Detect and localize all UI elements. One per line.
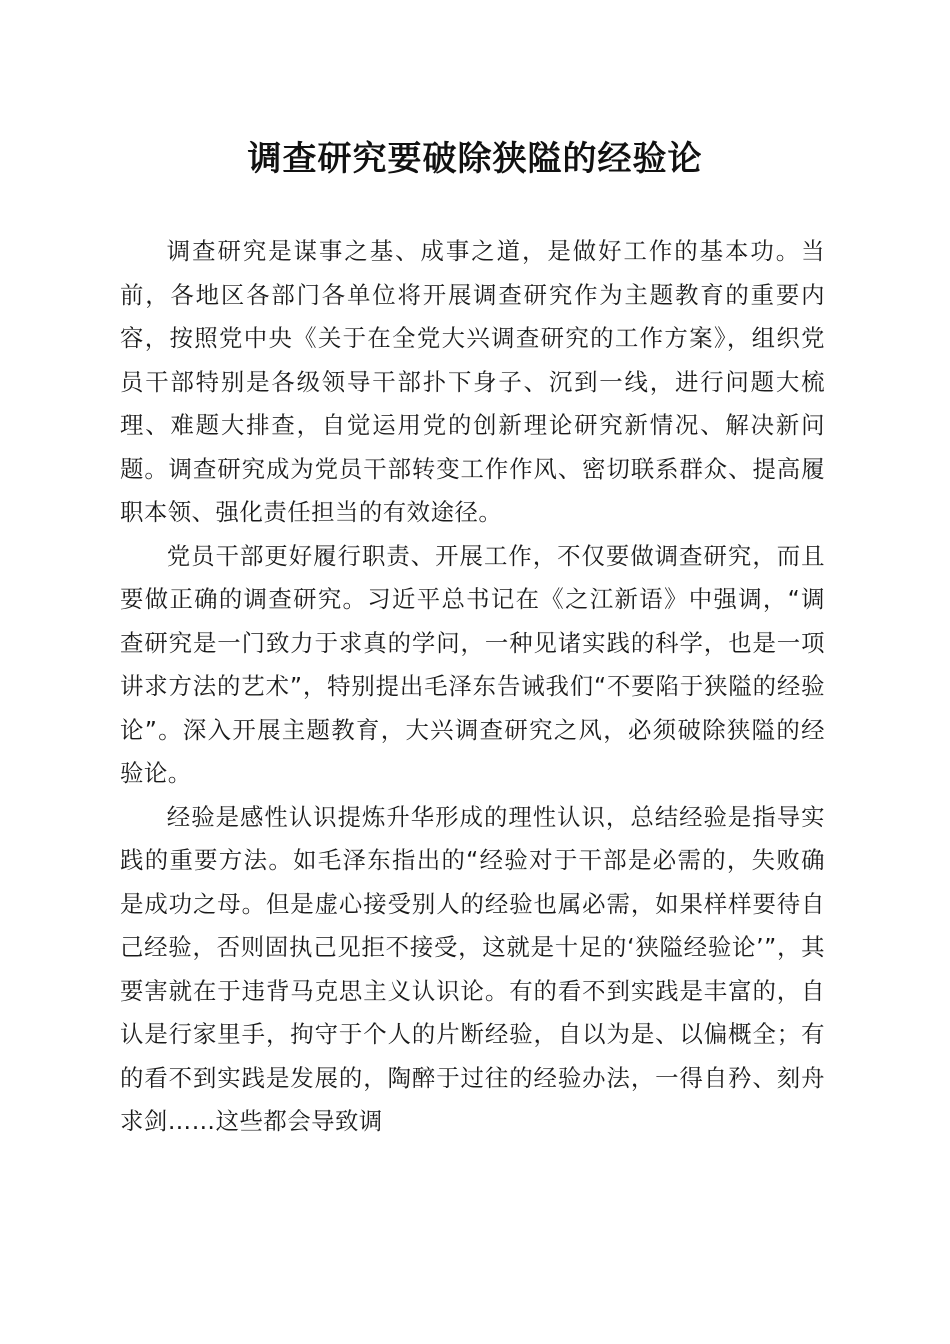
paragraph: 调查研究是谋事之基、成事之道，是做好工作的基本功。当前，各地区各部门各单位将开展调查研究作为主题教育的重要内容，按照党中央《关于在全党大兴调查研究的工作方案》，组织党员干部特别是各级领导干部扑下身子、沉到一线，进行问题大梳理、难题大排查，自觉运用党的创新理论研究新情况、解决新问题。调查研究成为党员干部转变工作作风、密切联系群众、提高履职本领、强化责任担当的有效途径。 [120,237,825,526]
paragraph: 党员干部更好履行职责、开展工作，不仅要做调查研究，而且要做正确的调查研究。习近平总书记在《之江新语》中强调，“调查研究是一门致力于求真的学问，一种见诸实践的科学，也是一项讲求方法的艺术”，特别提出毛泽东告诫我们“不要陷于狭隘的经验论”。深入开展主题教育，大兴调查研究之风，必须破除狭隘的经验论。 [120,541,825,787]
document-title: 调查研究要破除狭隘的经验论 [247,139,703,179]
document-body [120,230,825,1144]
paragraph: 经验是感性认识提炼升华形成的理性认识，总结经验是指导实践的重要方法。如毛泽东指出的“经验对于干部是必需的，失败确是成功之母。但是虚心接受别人的经验也属必需，如果样样要待自己经验，否则固执己见拒不接受，这就是十足的‘狭隘经验论’”，其要害就在于违背马克思主义认识论。有的看不到实践是丰富的，自认是行家里手，拘守于个人的片断经验，自以为是、以偏概全；有的看不到实践是发展的，陶醉于过往的经验办法，一得自矜、刻舟求剑……这些都会导致调 [120,802,825,1135]
